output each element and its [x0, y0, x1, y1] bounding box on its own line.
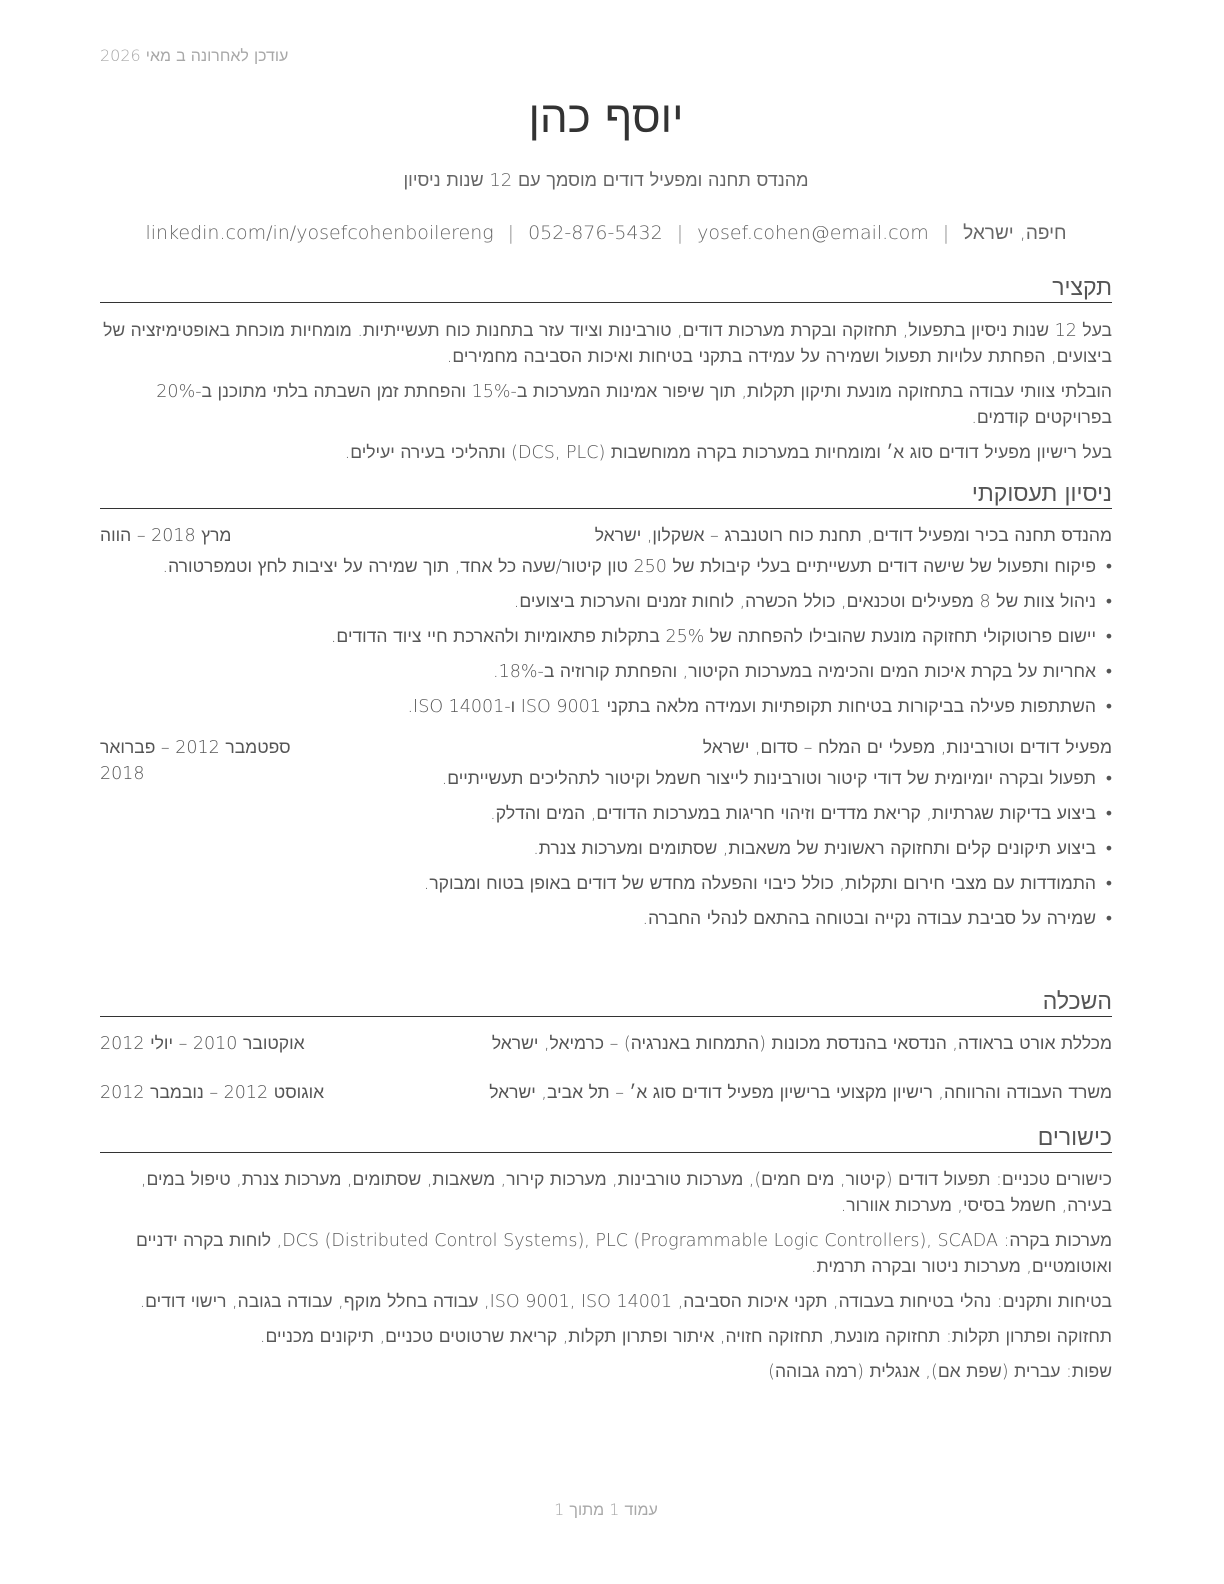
job-dates: מרץ 2018 – הווה — [100, 526, 232, 546]
education-dates: אוקטובר 2010 – יולי 2012 — [100, 1034, 305, 1054]
list-item: • ניהול צוות של 8 מפעילים וטכנאים, כולל הכשרה, לוחות זמנים והערכות ביצועים. — [100, 589, 1112, 615]
contact-phone[interactable]: 052-876-5432 — [528, 222, 663, 244]
skills-item: תחזוקה ופתרון תקלות: תחזוקה מונעת, תחזוקה חזויה, איתור ופתרון תקלות, קריאת שרטוטים טכניים, תיקונים מכניים. — [259, 1327, 1112, 1347]
summary-paragraph: בעל 12 שנות ניסיון בתפעול, תחזוקה ובקרת מערכות דודים, טורבינות וציוד עזר בתחנות כוח תעשייתיות. מומחיות מוכחת באופטימיזציה של ביצועים, הפחתת עלויות תפעול ושמירה על עמידה בתקני בטיחות ואיכות הסביבה מחמירים. — [103, 321, 1112, 367]
list-item: • תפעול ובקרה יומיומית של דודי קיטור וטורבינות לייצור חשמל וקיטור לתהליכים תעשייתיים. — [100, 766, 1112, 792]
contact-line — [100, 222, 1112, 245]
education-title: משרד העבודה והרווחה, רישיון מקצועי ברישיון מפעיל דודים סוג א׳ – תל אביב, ישראל — [489, 1083, 1112, 1103]
summary-paragraph: בעל רישיון מפעיל דודים סוג א׳ ומומחיות במערכות בקרה ממוחשבות (DCS, PLC) ותהליכי בעירה יעילים. — [344, 443, 1112, 463]
skills-section — [100, 1124, 1112, 1385]
education-item — [100, 1031, 1112, 1057]
summary-section — [100, 274, 1112, 466]
job-dates: ספטמבר 2012 – פברואר 2018 — [100, 738, 291, 784]
summary-heading: תקציר — [100, 274, 1112, 303]
skills-item: בטיחות ותקנים: נהלי בטיחות בעבודה, תקני איכות הסביבה, ISO 9001, ISO 14001, עבודה בחלל מוקף, עבודה בגובה, רישוי דודים. — [139, 1292, 1112, 1312]
candidate-name: יוסף כהן — [528, 92, 684, 143]
list-item: • התמודדות עם מצבי חירום ותקלות, כולל כיבוי והפעלה מחדש של דודים באופן בטוח ומבוקר. — [100, 871, 1112, 897]
list-item: • פיקוח ותפעול של שישה דודים תעשייתיים בעלי קיבולת של 250 טון קיטור/שעה כל אחד, תוך שמירה על יציבות לחץ וטמפרטורה. — [100, 554, 1112, 580]
education-title: מכללת אורט בראודה, הנדסאי בהנדסת מכונות (התמחות באנרגיה) – כרמיאל, ישראל — [491, 1034, 1112, 1054]
contact-email[interactable]: yosef.cohen@email.com — [697, 222, 929, 244]
list-item: • ביצוע בדיקות שגרתיות, קריאת מדדים וזיהוי חריגות במערכות הדודים, המים והדלק. — [100, 801, 1112, 827]
education-item — [100, 1080, 1112, 1106]
job-bullets — [100, 766, 1112, 932]
skills-item: כישורים טכניים: תפעול דודים (קיטור, מים חמים), מערכות טורבינות, מערכות קירור, משאבות, שסתומים, מערכות צנרת, טיפול במים, בעירה, חשמל בסיסי, מערכות אוורור. — [140, 1170, 1112, 1216]
skills-heading: כישורים — [100, 1124, 1112, 1153]
experience-section — [100, 480, 1112, 941]
page-number: עמוד 1 מתוך 1 — [554, 1500, 658, 1519]
job-title: מפעיל דודים וטורבינות, מפעלי ים המלח – סדום, ישראל — [702, 738, 1112, 758]
list-item: • אחריות על בקרת איכות המים והכימיה במערכות הקיטור, והפחתת קורוזיה ב-18%. — [100, 659, 1112, 685]
education-section — [100, 988, 1112, 1106]
list-item: • ביצוע תיקונים קלים ותחזוקה ראשונית של משאבות, שסתומים ומערכות צנרת. — [100, 836, 1112, 862]
job-bullets — [100, 554, 1112, 720]
skills-item: מערכות בקרה: DCS (Distributed Control Systems), PLC (Programmable Logic Controllers), SCADA, לוחות בקרה ידניים ואוטומטיים, מערכות ניטור ובקרה תרמית. — [135, 1231, 1112, 1277]
experience-heading: ניסיון תעסוקתי — [100, 480, 1112, 509]
contact-linkedin[interactable]: linkedin.com/in/yosefcohenboilereng — [145, 222, 494, 244]
list-item: • יישום פרוטוקולי תחזוקה מונעת שהובילו להפחתה של 25% בתקלות פתאומיות ולהארכת חיי ציוד הדודים. — [100, 624, 1112, 650]
education-heading: השכלה — [100, 988, 1112, 1017]
last-updated: עודכן לאחרונה ב מאי 2026 — [100, 46, 289, 65]
skills-item: שפות: עברית (שפת אם), אנגלית (רמה גבוהה) — [768, 1362, 1112, 1382]
summary-paragraph: הובלתי צוותי עבודה בתחזוקה מונעת ותיקון תקלות, תוך שיפור אמינות המערכות ב-15% והפחתת זמן השבתה בלתי מתוכנן ב-20% בפרויקטים קודמים. — [156, 382, 1112, 428]
contact-separator: | — [507, 222, 515, 244]
education-dates: אוגוסט 2012 – נובמבר 2012 — [100, 1083, 325, 1103]
resume-page — [100, 0, 1112, 1584]
candidate-tagline: מהנדס תחנה ומפעיל דודים מוסמך עם 12 שנות ניסיון — [403, 170, 809, 191]
list-item: • שמירה על סביבת עבודה נקייה ובטוחה בהתאם לנהלי החברה. — [100, 906, 1112, 932]
contact-location: חיפה, ישראל — [963, 222, 1067, 244]
job-title: מהנדס תחנה בכיר ומפעיל דודים, תחנת כוח רוטנברג – אשקלון, ישראל — [594, 526, 1112, 546]
list-item: • השתתפות פעילה בביקורות בטיחות תקופתיות ועמידה מלאה בתקני ISO 9001 ו-ISO 14001. — [100, 694, 1112, 720]
job-header — [100, 523, 1112, 549]
contact-separator: | — [942, 222, 950, 244]
contact-separator: | — [676, 222, 684, 244]
